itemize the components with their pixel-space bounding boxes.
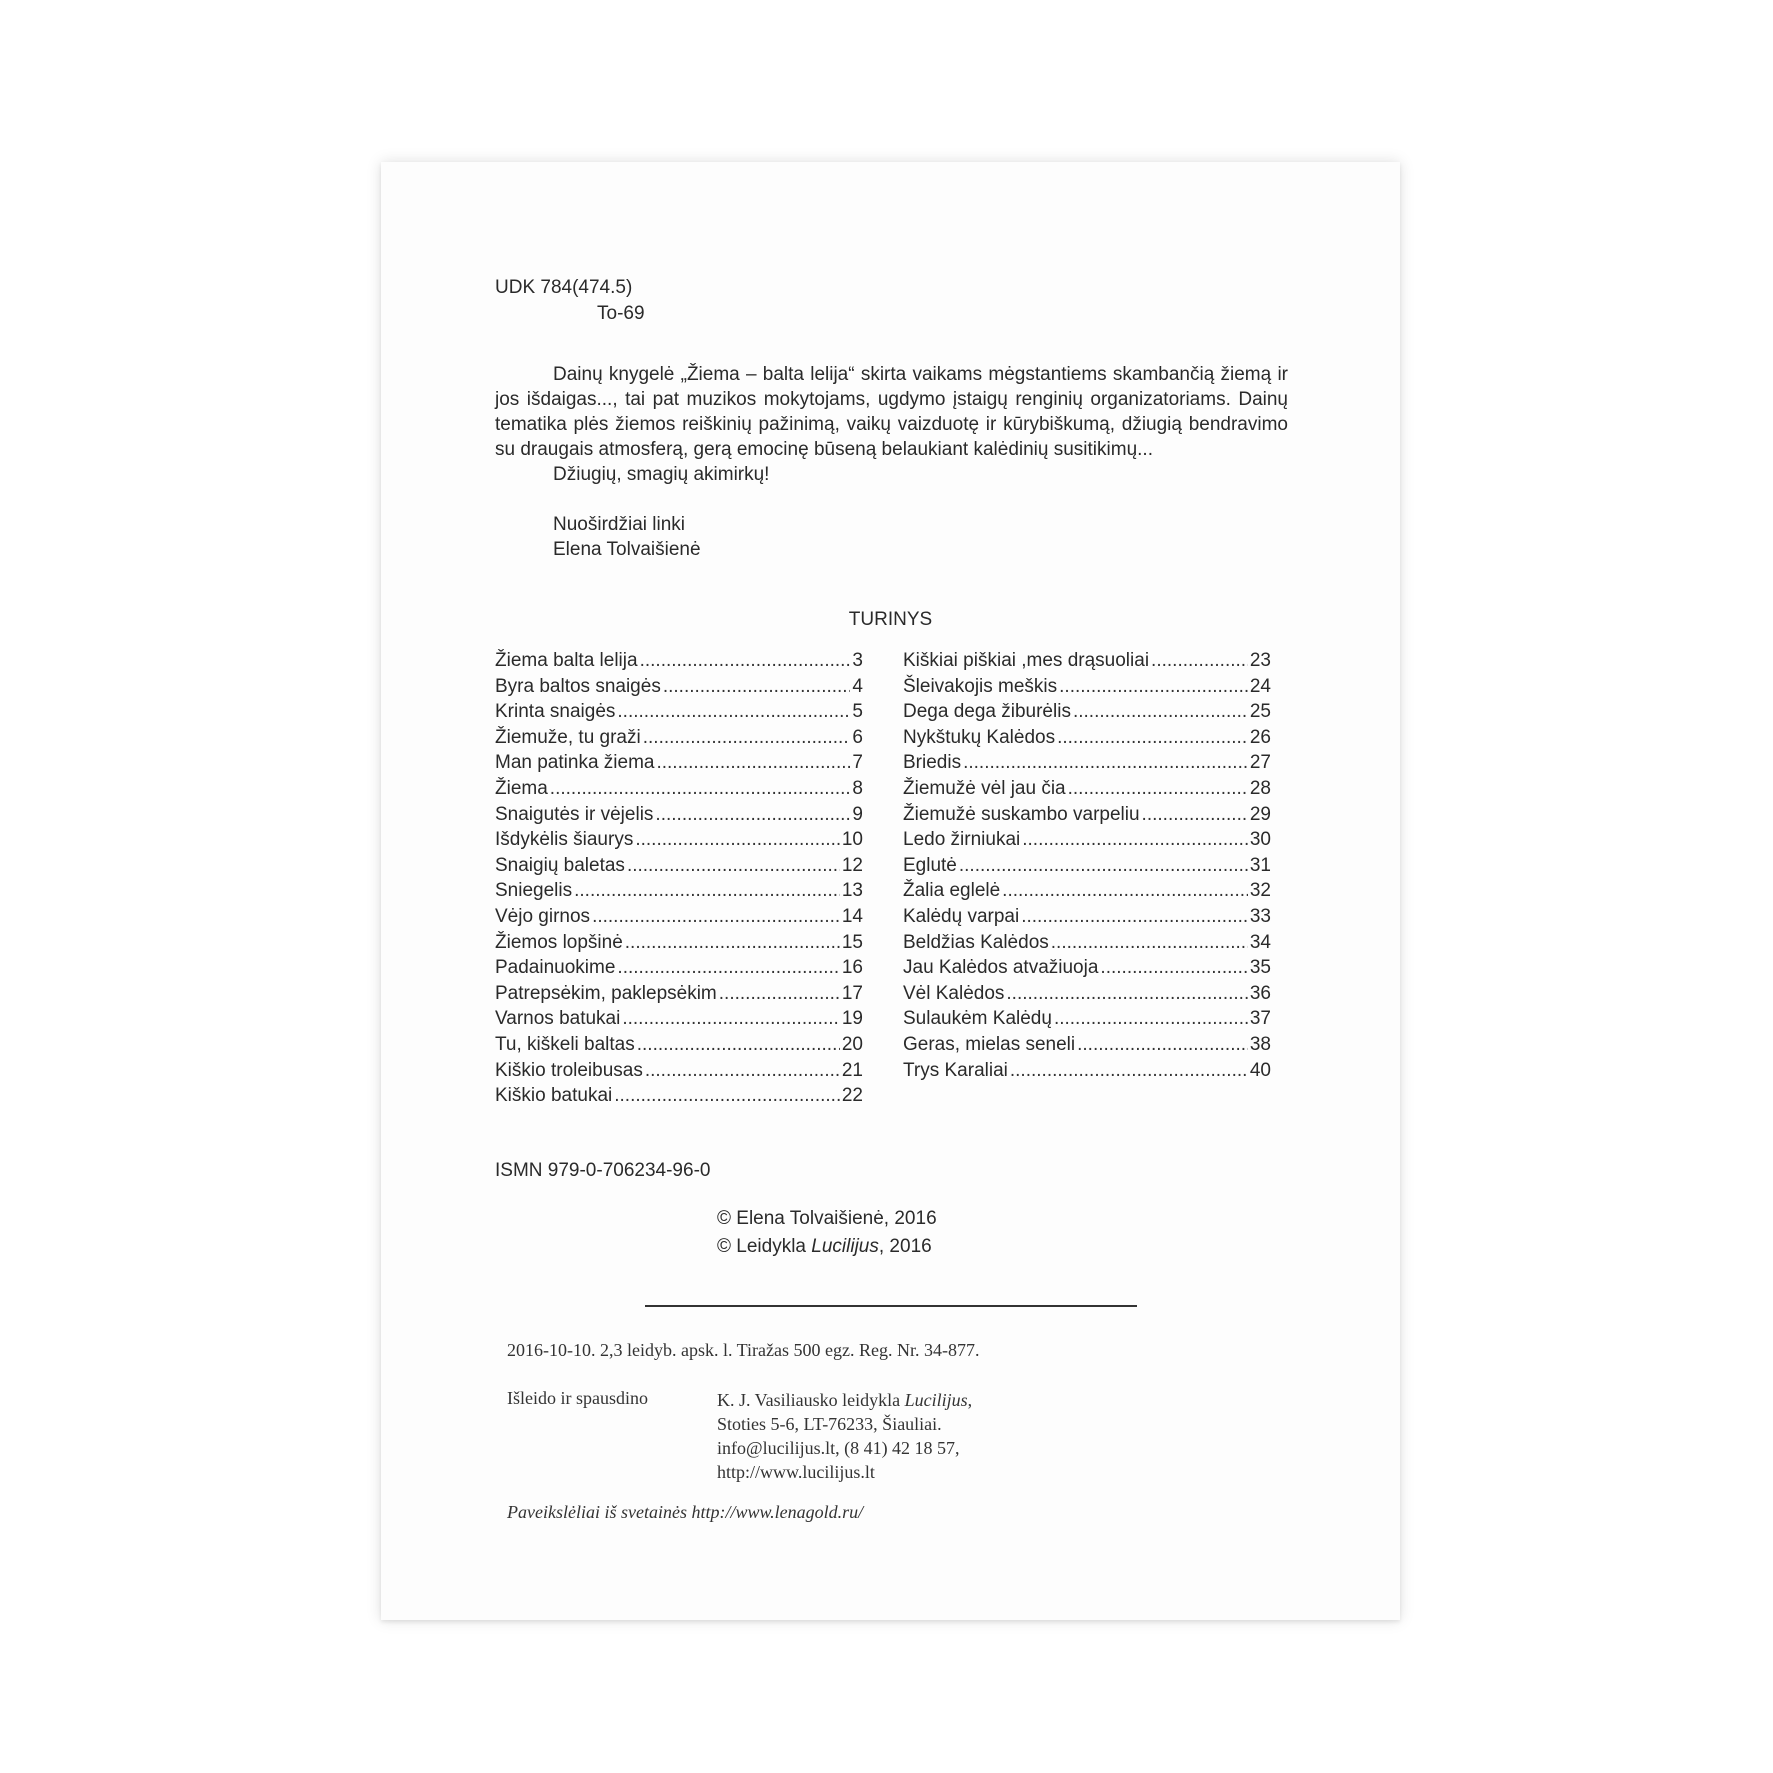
toc-entry-title: Geras, mielas seneli [903, 1033, 1076, 1055]
book-page [381, 162, 1400, 1620]
toc-entry-title: Kiškiai piškiai ,mes drąsuoliai [903, 650, 1150, 671]
toc-leader-dots [614, 1085, 840, 1107]
toc-leader-dots [640, 650, 851, 672]
publisher-name: K. J. Vasiliausko leidykla Lucilijus, [717, 1390, 973, 1410]
intro-author: Elena Tolvaišienė [553, 539, 701, 560]
toc-entry [495, 778, 863, 804]
toc-entry-page: 36 [1249, 982, 1271, 1004]
toc-entry [903, 906, 1271, 932]
toc-entry-title: Vėl Kalėdos [903, 982, 1005, 1004]
toc-entry-page: 37 [1249, 1008, 1271, 1030]
toc-entry-title: Snaigių baletas [495, 854, 625, 876]
toc-leader-dots [617, 957, 839, 979]
toc-leader-dots [643, 727, 851, 749]
toc-entry-title: Vėjo girnos [495, 905, 591, 927]
toc-entry-page: 31 [1249, 854, 1271, 876]
toc-entry [903, 957, 1271, 983]
image-credit: Paveikslėliai iš svetainės http://www.lenagold.ru/ [507, 1502, 864, 1522]
toc-leader-dots [1006, 983, 1247, 1005]
toc-entry-page: 15 [841, 931, 863, 953]
toc-entry-page: 14 [841, 905, 863, 927]
toc-entry-title: Sulaukėm Kalėdų [903, 1008, 1052, 1030]
toc-entry-page: 20 [841, 1033, 863, 1055]
toc-entry [903, 778, 1271, 804]
toc-leader-dots [1021, 906, 1248, 928]
toc-entry [903, 1008, 1271, 1034]
toc-entry-title: Jau Kalėdos atvažiuoja [903, 957, 1099, 979]
toc-leader-dots [574, 880, 840, 902]
publisher-street: Stoties 5-6, LT-76233, Šiauliai. [717, 1414, 942, 1434]
toc-entry [903, 676, 1271, 702]
toc-entry-title: Šleivakojis meškis [903, 675, 1058, 697]
toc-entry-title: Byra baltos snaigės [495, 675, 661, 697]
toc-entry-page: 5 [852, 701, 863, 723]
toc-entry [903, 983, 1271, 1009]
toc-leader-dots [1010, 1060, 1248, 1082]
toc-entry-title: Žiemužė suskambo varpeliu [903, 803, 1140, 825]
toc-entry [495, 983, 863, 1009]
toc-leader-dots [1051, 932, 1248, 954]
toc-entry-page: 25 [1249, 701, 1271, 723]
toc-entry-page: 28 [1249, 777, 1271, 799]
intro-closing: Nuoširdžiai linki [553, 514, 685, 535]
toc-entry [903, 880, 1271, 906]
toc-leader-dots [963, 752, 1248, 774]
toc-entry-title: Man patinka žiema [495, 752, 655, 774]
toc-entry-title: Briedis [903, 752, 962, 774]
toc-entry-title: Varnos batukai [495, 1008, 621, 1030]
toc-entry-title: Kiškio batukai [495, 1085, 613, 1107]
toc-entry-title: Kiškio troleibusas [495, 1059, 643, 1081]
toc-entry-title: Patrepsėkim, paklepsėkim [495, 982, 717, 1004]
toc-entry-title: Tu, kiškeli baltas [495, 1033, 635, 1055]
toc-entry-title: Išdykėlis šiaurys [495, 829, 634, 851]
toc-leader-dots [627, 855, 840, 877]
toc-entry-title: Žiemos lopšinė [495, 931, 623, 953]
toc-entry-page: 10 [841, 829, 863, 851]
intro-section [495, 362, 1288, 562]
toc-leader-dots [1151, 650, 1248, 672]
toc-entry [903, 932, 1271, 958]
toc-entry-page: 38 [1249, 1033, 1271, 1055]
toc-leader-dots [1077, 1034, 1248, 1056]
toc-leader-dots [1054, 1008, 1248, 1030]
toc-leader-dots [1073, 701, 1248, 723]
toc-entry-title: Žiema [495, 777, 548, 799]
toc-entry-page: 35 [1249, 957, 1271, 979]
toc-column-right [903, 650, 1271, 1085]
publisher-label: Išleido ir spausdino [507, 1388, 648, 1408]
toc-leader-dots [1142, 804, 1248, 826]
udk-author-code: To-69 [597, 303, 645, 324]
toc-leader-dots [622, 1008, 840, 1030]
imprint-line: 2016-10-10. 2,3 leidyb. apsk. l. Tiražas 500 egz. Reg. Nr. 34-877. [507, 1340, 980, 1360]
toc-entry-page: 17 [841, 982, 863, 1004]
toc-entry-page: 33 [1249, 905, 1271, 927]
toc-entry [495, 855, 863, 881]
toc-entry-page: 13 [841, 880, 863, 902]
toc-column-left [495, 650, 863, 1111]
toc-entry-page: 7 [852, 752, 863, 774]
toc-entry-title: Padainuokime [495, 957, 616, 979]
toc-leader-dots [1022, 829, 1248, 851]
toc-entry [903, 701, 1271, 727]
publisher-contact: info@lucilijus.lt, (8 41) 42 18 57, [717, 1438, 960, 1458]
toc-entry [903, 752, 1271, 778]
toc-entry [495, 829, 863, 855]
toc-leader-dots [959, 855, 1248, 877]
toc-entry-title: Trys Karaliai [903, 1059, 1008, 1081]
intro-wish: Džiugių, smagių akimirkų! [553, 464, 770, 485]
toc-leader-dots [663, 676, 851, 698]
toc-leader-dots [719, 983, 840, 1005]
toc-leader-dots [1059, 676, 1248, 698]
toc-entry-title: Dega dega žiburėlis [903, 701, 1071, 723]
copyright-author: © Elena Tolvaišienė, 2016 [717, 1208, 937, 1229]
toc-entry-page: 32 [1249, 880, 1271, 902]
toc-leader-dots [1100, 957, 1247, 979]
toc-entry-page: 34 [1249, 931, 1271, 953]
toc-entry-title: Beldžias Kalėdos [903, 931, 1049, 953]
toc-entry [495, 676, 863, 702]
toc-entry-page: 23 [1249, 650, 1271, 671]
toc-entry [495, 650, 863, 676]
udk-block [495, 275, 645, 327]
copyright-publisher: © Leidykla Lucilijus, 2016 [717, 1236, 932, 1257]
toc-entry [903, 855, 1271, 881]
publisher-website: http://www.lucilijus.lt [717, 1462, 875, 1482]
toc-entry [495, 932, 863, 958]
toc-entry-title: Žiema balta lelija [495, 650, 638, 671]
toc-entry [495, 906, 863, 932]
toc-entry [903, 804, 1271, 830]
toc-entry-page: 27 [1249, 752, 1271, 774]
toc-entry-page: 12 [841, 854, 863, 876]
toc-entry-title: Kalėdų varpai [903, 905, 1020, 927]
ismn: ISMN 979-0-706234-96-0 [495, 1160, 711, 1181]
toc-entry-title: Nykštukų Kalėdos [903, 726, 1056, 748]
toc-leader-dots [617, 701, 850, 723]
toc-entry [495, 1008, 863, 1034]
toc-entry [495, 1060, 863, 1086]
toc-entry-title: Eglutė [903, 854, 957, 876]
toc-title: TURINYS [848, 609, 933, 630]
udk-code: UDK 784(474.5) [495, 277, 633, 298]
spacer [495, 487, 1288, 512]
publisher-address [717, 1388, 972, 1484]
toc-entry-title: Ledo žirniukai [903, 829, 1021, 851]
toc-leader-dots [625, 932, 840, 954]
toc-entry-title: Žiemužė vėl jau čia [903, 777, 1066, 799]
toc-entry-title: Žiemuže, tu graži [495, 726, 641, 748]
toc-entry [903, 650, 1271, 676]
toc-entry [495, 804, 863, 830]
toc-entry-page: 24 [1249, 675, 1271, 697]
toc-entry-page: 22 [841, 1085, 863, 1107]
toc-entry [903, 1060, 1271, 1086]
intro-paragraph: Dainų knygelė „Žiema – balta lelija“ skirta vaikams mėgstantiems skambančią žiemą ir jos išdaigas..., tai pat muzikos mokytojams, ugdymo įstaigų renginių organizatoriams. Dainų tematika plės žiemos reiškinių pažinimą, vaikų vaizduotę ir kūrybiškumą, džiugią bendravimo su draugais atmosferą, gerą emocinę būseną belaukiant kalėdinių susitikimų... [495, 364, 1288, 460]
toc-leader-dots [1002, 880, 1248, 902]
toc-entry [495, 752, 863, 778]
toc-entry-page: 8 [852, 777, 863, 799]
toc-entry-page: 19 [841, 1008, 863, 1030]
toc-entry-page: 40 [1249, 1059, 1271, 1081]
toc-entry-title: Krinta snaigės [495, 701, 616, 723]
toc-entry [495, 1034, 863, 1060]
toc-leader-dots [656, 752, 850, 774]
toc-leader-dots [645, 1060, 840, 1082]
toc-entry-page: 30 [1249, 829, 1271, 851]
toc-entry [495, 957, 863, 983]
toc-entry-page: 29 [1249, 803, 1271, 825]
toc-entry-page: 3 [852, 650, 863, 671]
toc-leader-dots [1068, 778, 1248, 800]
toc-entry [903, 727, 1271, 753]
toc-entry [495, 880, 863, 906]
divider-line [645, 1305, 1137, 1307]
toc-leader-dots [592, 906, 840, 928]
toc-entry-title: Sniegelis [495, 880, 573, 902]
toc-entry-page: 6 [852, 726, 863, 748]
toc-entry [495, 727, 863, 753]
toc-leader-dots [1057, 727, 1248, 749]
toc-entry-title: Snaigutės ir vėjelis [495, 803, 654, 825]
copyright-block [717, 1205, 937, 1261]
toc-entry-title: Žalia eglelė [903, 880, 1001, 902]
toc-leader-dots [655, 804, 850, 826]
toc-entry-page: 26 [1249, 726, 1271, 748]
toc-leader-dots [637, 1034, 840, 1056]
toc-entry-page: 4 [852, 675, 863, 697]
toc-leader-dots [635, 829, 840, 851]
toc-entry-page: 9 [852, 803, 863, 825]
toc-entry [903, 829, 1271, 855]
toc-entry-page: 21 [841, 1059, 863, 1081]
toc-entry [495, 701, 863, 727]
toc-leader-dots [550, 778, 851, 800]
toc-entry-page: 16 [841, 957, 863, 979]
toc-entry [903, 1034, 1271, 1060]
toc-entry [495, 1085, 863, 1111]
